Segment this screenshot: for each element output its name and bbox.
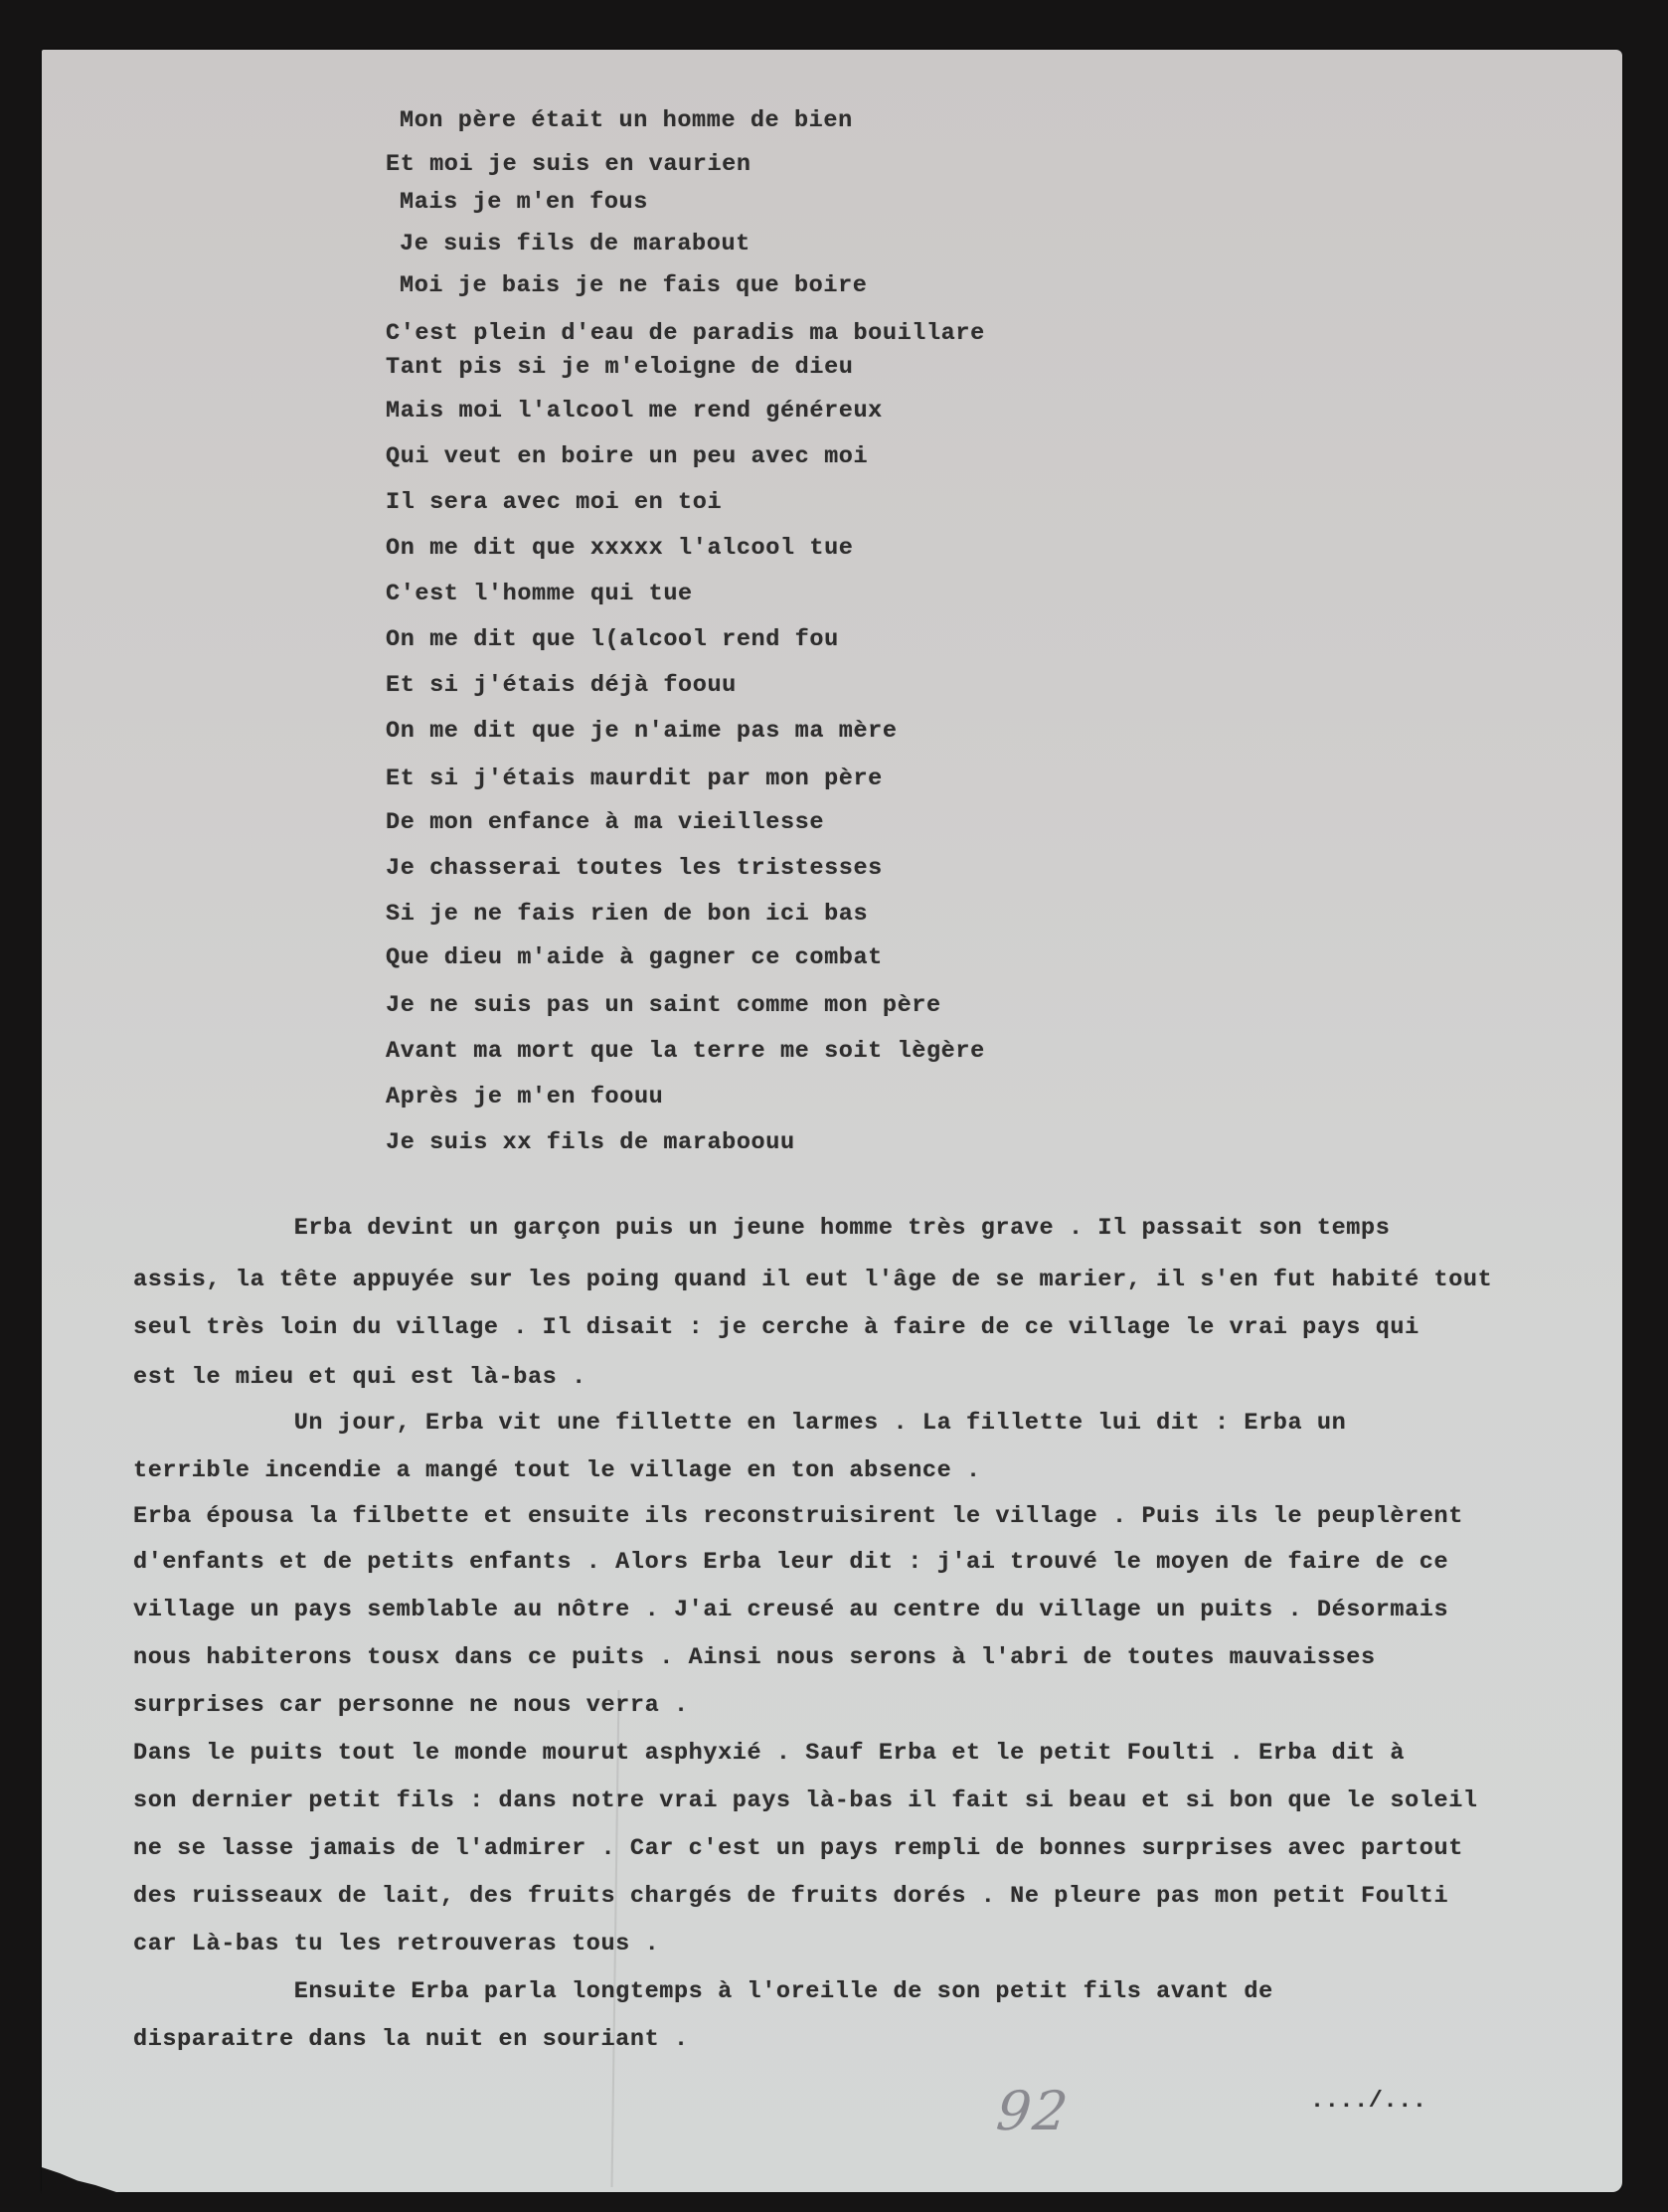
poem-line: Et si j'étais déjà foouu xyxy=(386,672,737,699)
prose-line: Un jour, Erba vit une fillette en larmes . La fillette lui dit : Erba un xyxy=(133,1410,1347,1437)
poem-line: Que dieu m'aide à gagner ce combat xyxy=(386,944,883,971)
prose-line: est le mieu et qui est là-bas . xyxy=(133,1364,586,1391)
poem-line: Je suis xx fils de maraboouu xyxy=(386,1129,795,1156)
poem-line: Mais je m'en fous xyxy=(400,189,648,216)
poem-line: Mon père était un homme de bien xyxy=(400,107,853,134)
handwritten-page-number: 92 xyxy=(993,2080,1074,2142)
poem-line: Et moi je suis en vaurien xyxy=(386,151,751,178)
poem-line: On me dit que je n'aime pas ma mère xyxy=(386,718,898,745)
prose-line: Dans le puits tout le monde mourut asphyxié . Sauf Erba et le petit Foulti . Erba dit à xyxy=(133,1740,1406,1767)
poem-line: De mon enfance à ma vieillesse xyxy=(386,809,825,836)
prose-line: disparaitre dans la nuit en souriant . xyxy=(133,2026,689,2053)
poem-line: On me dit que l(alcool rend fou xyxy=(386,626,839,653)
poem-line: Tant pis si je m'eloigne de dieu xyxy=(386,354,854,381)
poem-line: C'est l'homme qui tue xyxy=(386,581,693,607)
prose-line: ne se lasse jamais de l'admirer . Car c'est un pays rempli de bonnes surprises avec partout xyxy=(133,1835,1463,1862)
prose-line: terrible incendie a mangé tout le village en ton absence . xyxy=(133,1457,981,1484)
poem-line: Je ne suis pas un saint comme mon père xyxy=(386,992,941,1019)
poem-line: Avant ma mort que la terre me soit lègère xyxy=(386,1038,985,1065)
poem-line: Si je ne fais rien de bon ici bas xyxy=(386,901,869,928)
poem-line: Qui veut en boire un peu avec moi xyxy=(386,443,869,470)
poem-line: Je chasserai toutes les tristesses xyxy=(386,855,883,882)
prose-line: assis, la tête appuyée sur les poing quand il eut l'âge de se marier, il s'en fut habité tout xyxy=(133,1267,1493,1293)
poem-line: Et si j'étais maurdit par mon père xyxy=(386,766,883,792)
prose-line: village un pays semblable au nôtre . J'ai creusé au centre du village un puits . Désormais xyxy=(133,1597,1449,1623)
prose-line: des ruisseaux de lait, des fruits chargés de fruits dorés . Ne pleure pas mon petit Foulti xyxy=(133,1883,1449,1910)
prose-line: seul très loin du village . Il disait : je cerche à faire de ce village le vrai pays qui xyxy=(133,1314,1419,1341)
poem-line: Moi je bais je ne fais que boire xyxy=(400,272,868,299)
prose-line: surprises car personne ne nous verra . xyxy=(133,1692,689,1719)
continuation-mark: ..../... xyxy=(1310,2088,1427,2115)
prose-line: Erba devint un garçon puis un jeune homme très grave . Il passait son temps xyxy=(133,1215,1391,1242)
prose-line: d'enfants et de petits enfants . Alors Erba leur dit : j'ai trouvé le moyen de faire de ce xyxy=(133,1549,1449,1576)
prose-line: son dernier petit fils : dans notre vrai pays là-bas il fait si beau et si bon que le soleil xyxy=(133,1787,1478,1814)
poem-line: Il sera avec moi en toi xyxy=(386,489,723,516)
poem-line: On me dit que xxxxx l'alcool tue xyxy=(386,535,854,562)
prose-line: Erba épousa la filbette et ensuite ils reconstruisirent le village . Puis ils le peuplèrent xyxy=(133,1503,1463,1530)
poem-line: Je suis fils de marabout xyxy=(400,231,751,257)
prose-line: nous habiterons tousx dans ce puits . Ainsi nous serons à l'abri de toutes mauvaisses xyxy=(133,1644,1376,1671)
prose-line: car Là-bas tu les retrouveras tous . xyxy=(133,1931,660,1957)
poem-line: Après je m'en foouu xyxy=(386,1084,664,1110)
prose-line: Ensuite Erba parla longtemps à l'oreille de son petit fils avant de xyxy=(133,1978,1273,2005)
poem-line: Mais moi l'alcool me rend généreux xyxy=(386,398,883,425)
poem-line: C'est plein d'eau de paradis ma bouillare xyxy=(386,320,985,347)
